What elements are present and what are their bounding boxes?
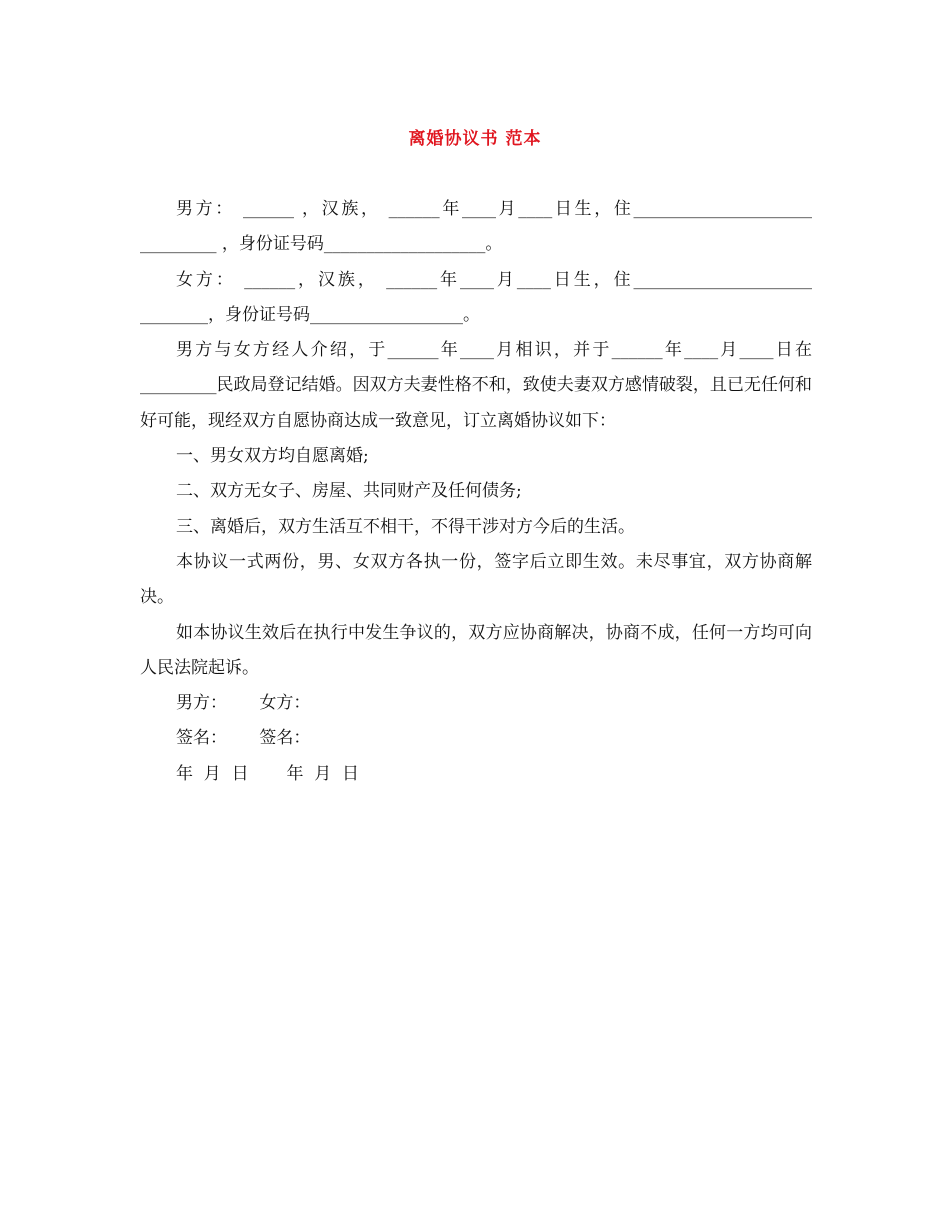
male-party-paragraph: 男方： ______ ，汉族， ______年____月____日生，住_____________________ _________ ，身份证号码___________________。 [140,199,812,255]
clause-2: 二、双方无女子、房屋、共同财产及任何债务; [176,481,522,502]
signature-names-line: 签名： 签名： [176,728,311,749]
document-body [140,192,812,792]
marriage-background-paragraph: 男方与女方经人介绍，于______年____月相识，并于______年____月____日在_________民政局登记结婚。因双方夫妻性格不和，致使夫妻双方感情破裂，且已无任何和好可能，现经双方自愿协商达成一致意见，订立离婚协议如下： [140,340,812,431]
copies-paragraph: 本协议一式两份，男、女双方各执一份，签字后立即生效。未尽事宜，双方协商解决。 [140,551,812,608]
dispute-paragraph: 如本协议生效后在执行中发生争议的，双方应协商解决，协商不成，任何一方均可向人民法院起诉。 [140,622,812,678]
female-party-paragraph: 女方： ______，汉族， ______年____月____日生，住_____________________ ________，身份证号码__________________。 [140,269,812,325]
clause-1: 一、男女双方均自愿离婚; [176,446,369,467]
document-title: 离婚协议书 范本 [408,129,542,149]
signature-dates-line: 年 月 日 年 月 日 [176,763,360,784]
signature-parties-line: 男方： 女方： [176,693,311,714]
clause-3: 三、离婚后，双方生活互不相干，不得干涉对方今后的生活。 [176,516,635,537]
